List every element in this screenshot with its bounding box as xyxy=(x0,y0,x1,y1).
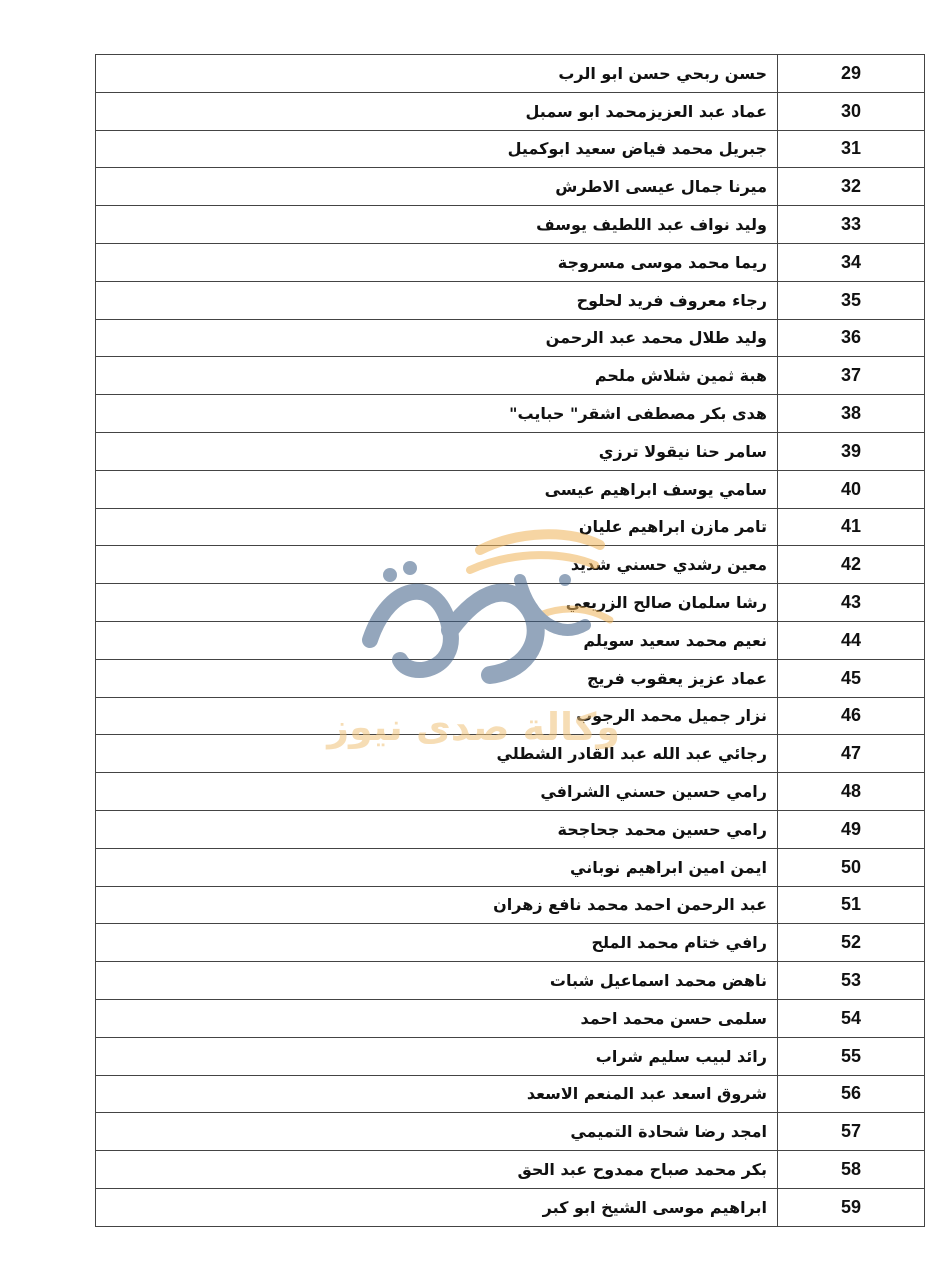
table-row xyxy=(96,962,925,1000)
table-row xyxy=(96,432,925,470)
number-cell: 33 xyxy=(778,206,925,244)
table-row xyxy=(96,1075,925,1113)
number-cell: 35 xyxy=(778,281,925,319)
number-cell: 32 xyxy=(778,168,925,206)
table-row xyxy=(96,584,925,622)
name-cell: ريما محمد موسى مسروجة xyxy=(96,243,778,281)
table-row xyxy=(96,810,925,848)
name-cell: شروق اسعد عبد المنعم الاسعد xyxy=(96,1075,778,1113)
number-cell: 56 xyxy=(778,1075,925,1113)
table-row xyxy=(96,546,925,584)
number-cell: 36 xyxy=(778,319,925,357)
number-cell: 49 xyxy=(778,810,925,848)
number-cell: 30 xyxy=(778,92,925,130)
table-row xyxy=(96,848,925,886)
name-cell: بكر محمد صباح ممدوح عبد الحق xyxy=(96,1151,778,1189)
table-row xyxy=(96,735,925,773)
number-cell: 43 xyxy=(778,584,925,622)
number-cell: 52 xyxy=(778,924,925,962)
number-cell: 50 xyxy=(778,848,925,886)
name-cell: جبريل محمد فياض سعيد ابوكميل xyxy=(96,130,778,168)
name-cell: حسن ربحي حسن ابو الرب xyxy=(96,55,778,93)
number-cell: 55 xyxy=(778,1037,925,1075)
name-cell: رشا سلمان صالح الزريعي xyxy=(96,584,778,622)
name-cell: تامر مازن ابراهيم عليان xyxy=(96,508,778,546)
table-row xyxy=(96,621,925,659)
table-row xyxy=(96,886,925,924)
number-cell: 44 xyxy=(778,621,925,659)
name-cell: نعيم محمد سعيد سويلم xyxy=(96,621,778,659)
name-cell: نزار جميل محمد الرجوب xyxy=(96,697,778,735)
table-row xyxy=(96,508,925,546)
number-cell: 59 xyxy=(778,1188,925,1226)
name-cell: رجاء معروف فريد لحلوح xyxy=(96,281,778,319)
number-cell: 42 xyxy=(778,546,925,584)
name-cell: سامي يوسف ابراهيم عيسى xyxy=(96,470,778,508)
name-cell: ابراهيم موسى الشيخ ابو كبر xyxy=(96,1188,778,1226)
name-cell: معين رشدي حسني شديد xyxy=(96,546,778,584)
number-cell: 37 xyxy=(778,357,925,395)
name-cell: عماد عزيز يعقوب فريج xyxy=(96,659,778,697)
number-cell: 45 xyxy=(778,659,925,697)
names-table xyxy=(95,54,925,1227)
name-cell: رائد لبيب سليم شراب xyxy=(96,1037,778,1075)
number-cell: 46 xyxy=(778,697,925,735)
table-row xyxy=(96,1188,925,1226)
table-row xyxy=(96,243,925,281)
table-row xyxy=(96,395,925,433)
table-row xyxy=(96,130,925,168)
number-cell: 29 xyxy=(778,55,925,93)
number-cell: 40 xyxy=(778,470,925,508)
name-cell: هدى بكر مصطفى اشقر" حبايب" xyxy=(96,395,778,433)
number-cell: 47 xyxy=(778,735,925,773)
table-row xyxy=(96,659,925,697)
name-cell: رامي حسين حسني الشرافي xyxy=(96,773,778,811)
number-cell: 41 xyxy=(778,508,925,546)
number-cell: 48 xyxy=(778,773,925,811)
table-row xyxy=(96,773,925,811)
table-row xyxy=(96,92,925,130)
name-cell: امجد رضا شحادة التميمي xyxy=(96,1113,778,1151)
name-cell: وليد طلال محمد عبد الرحمن xyxy=(96,319,778,357)
table-row xyxy=(96,206,925,244)
table-row xyxy=(96,924,925,962)
name-cell: ناهض محمد اسماعيل شبات xyxy=(96,962,778,1000)
number-cell: 51 xyxy=(778,886,925,924)
table-row xyxy=(96,168,925,206)
name-cell: وليد نواف عبد اللطيف يوسف xyxy=(96,206,778,244)
table-row xyxy=(96,319,925,357)
table-row xyxy=(96,55,925,93)
table-row xyxy=(96,281,925,319)
number-cell: 38 xyxy=(778,395,925,433)
table-row xyxy=(96,470,925,508)
number-cell: 54 xyxy=(778,999,925,1037)
number-cell: 39 xyxy=(778,432,925,470)
name-cell: عماد عبد العزيزمحمد ابو سمبل xyxy=(96,92,778,130)
table-body xyxy=(96,55,925,1227)
table-row xyxy=(96,1151,925,1189)
watermark-caption: وكالة صدى نيوز xyxy=(327,705,620,749)
name-cell: رجائي عبد الله عبد القادر الشطلي xyxy=(96,735,778,773)
name-cell: هبة ثمين شلاش ملحم xyxy=(96,357,778,395)
name-cell: رامي حسين محمد جحاجحة xyxy=(96,810,778,848)
number-cell: 53 xyxy=(778,962,925,1000)
number-cell: 34 xyxy=(778,243,925,281)
name-cell: عبد الرحمن احمد محمد نافع زهران xyxy=(96,886,778,924)
number-cell: 58 xyxy=(778,1151,925,1189)
number-cell: 31 xyxy=(778,130,925,168)
name-cell: رافي ختام محمد الملح xyxy=(96,924,778,962)
table-row xyxy=(96,1113,925,1151)
name-cell: سلمى حسن محمد احمد xyxy=(96,999,778,1037)
name-cell: ميرنا جمال عيسى الاطرش xyxy=(96,168,778,206)
table-row xyxy=(96,999,925,1037)
name-cell: سامر حنا نيقولا ترزي xyxy=(96,432,778,470)
name-cell: ايمن امين ابراهيم نوباني xyxy=(96,848,778,886)
table-row xyxy=(96,357,925,395)
number-cell: 57 xyxy=(778,1113,925,1151)
table-row xyxy=(96,697,925,735)
table-row xyxy=(96,1037,925,1075)
